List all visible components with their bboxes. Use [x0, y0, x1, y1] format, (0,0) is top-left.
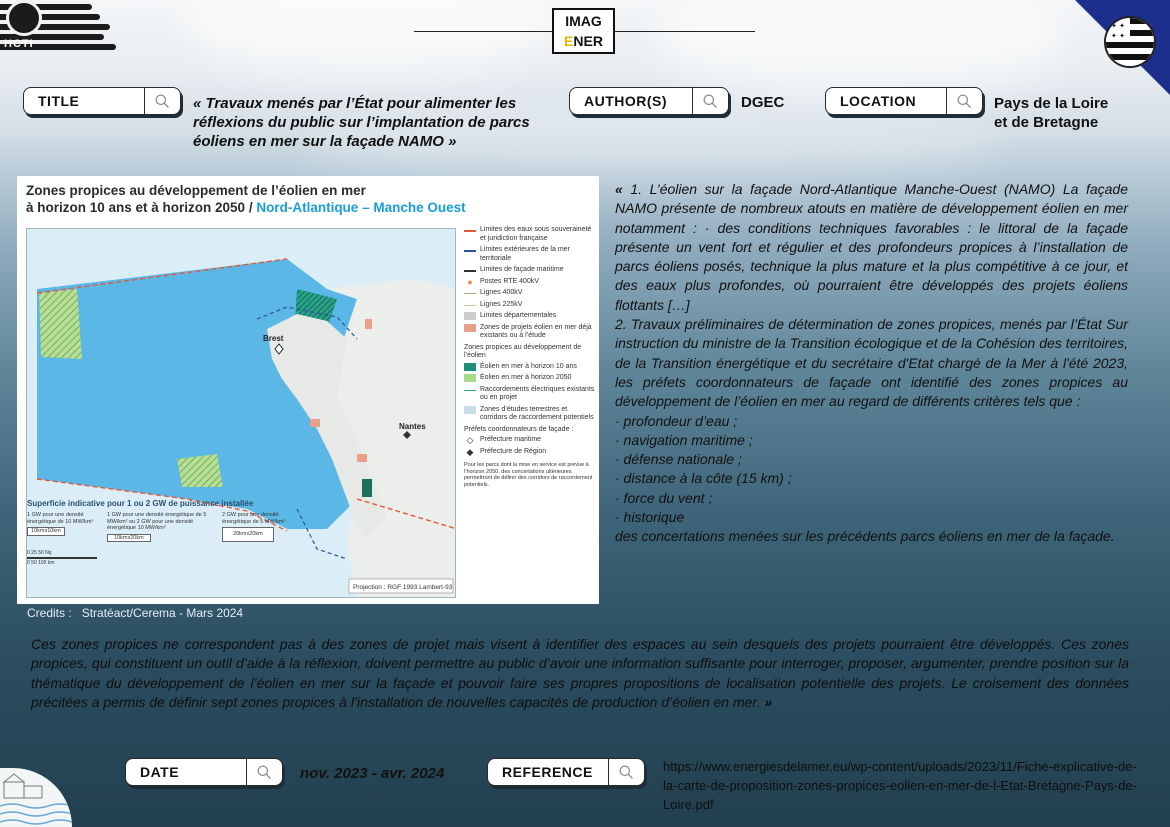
legend-item [464, 278, 596, 287]
legend-item [464, 374, 596, 383]
scale-col3 [222, 512, 292, 542]
scale-col1-box: 10kmx10km [27, 527, 65, 536]
legend-swatch [464, 312, 476, 320]
legend-item [464, 246, 596, 263]
scale-col3-text: 2 GW pour une densité énergétique de 5 MW/km² [222, 512, 286, 525]
legend-label: Zones d’études terrestres et corridors de raccordement potentiels [480, 405, 594, 421]
criterion-item: · navigation maritime ; [615, 431, 753, 448]
paragraph-4-text: Ces zones propices ne correspondent pas à des zones de projet mais visent à identifier des espaces au sein desquels des projets pourraient être développés. Ces zones propices, qui constituent un outil d’aide à la réflexion, doivent permettre au public d’avoir une information suffisante pour interroger, proposer, argumenter, prendre position sur la thématique du développement de l’éolien en mer sur la façade et pouvoir faire ses propres propositions de localisation potentielle des projets. Le croisement des données précitées a permis de définir sept zones propices à l’installation de nouvelles capacités de production d’éolien en mer. [31, 636, 1129, 710]
scale-col1 [27, 512, 97, 542]
legend-swatch [464, 406, 476, 414]
legend-label: Zones de projets éolien en mer déjà existants ou à l’étude [480, 323, 592, 339]
legend-label: Limites départementales [480, 312, 557, 319]
quote-paragraph-1 [615, 180, 1128, 315]
scale-box [27, 499, 337, 566]
criterion-item: · défense nationale ; [615, 451, 742, 468]
breton-flag-icon [1104, 16, 1156, 68]
map-projection-label: Projection : RGF 1993 Lambert-93 [353, 584, 453, 591]
date-field[interactable] [125, 758, 283, 786]
criterion-item: · force du vent ; [615, 489, 713, 506]
sky-cloud [180, 0, 560, 80]
legend-swatch: ◇ [466, 435, 474, 445]
map-heading-line1: Zones propices au développement de l’éolien en mer [26, 183, 366, 198]
scale-bar-km: 0 50 100 km [27, 560, 55, 566]
map-label-brest: Brest [263, 334, 284, 343]
map-label-nantes: Nantes [399, 422, 426, 431]
sky-cloud [650, 0, 1070, 100]
map-canvas[interactable] [26, 228, 456, 598]
location-line1: Pays de la Loire [994, 95, 1109, 112]
header-rule-right [615, 31, 755, 32]
search-icon[interactable] [144, 88, 180, 114]
credits-value: Stratéact/Cerema - Mars 2024 [81, 606, 244, 620]
criterion-item: · profondeur d’eau ; [615, 412, 738, 429]
search-icon[interactable] [608, 759, 644, 785]
scale-col2 [107, 512, 212, 542]
credits [27, 606, 243, 620]
title-field[interactable] [23, 87, 181, 115]
scale-bar-nq: 0 25 50 Nq [27, 550, 52, 556]
legend-item [464, 324, 596, 341]
legend-label: Raccordements électriques existants ou en projet [480, 385, 595, 401]
legend-swatch [464, 374, 476, 382]
scale-bar [27, 550, 97, 566]
scale-title: Superficie indicative pour 1 ou 2 GW de puissance installée [27, 499, 254, 508]
legend-swatch [464, 324, 476, 332]
legend-note: Pour les parcs dont la mise en service est prévue à l’horizon 2050, des concertations ultérieures permettront de définir des corridors de raccordement potentiels. [464, 462, 593, 488]
legend-swatch [464, 363, 476, 371]
legend-label: Préfecture de Région [480, 447, 547, 455]
imagener-logo [552, 8, 615, 54]
legend-item [464, 436, 596, 445]
search-icon[interactable] [246, 759, 282, 785]
legend-heading: Zones propices au développement de l’éolien [464, 343, 582, 359]
hcti-logo [0, 0, 118, 58]
close-quote: » [760, 693, 773, 710]
criterion-item: · distance à la côte (15 km) ; [615, 470, 792, 487]
legend-label: Lignes 400kV [480, 289, 523, 296]
location-value [994, 94, 1108, 132]
imagener-line1: IMAG [565, 13, 602, 29]
legend-swatch [464, 305, 476, 307]
legend-item [464, 448, 596, 457]
reference-label: REFERENCE [502, 764, 593, 780]
scale-col2-text: 1 GW pour une densité énergétique de 5 MW/km² ou 2 GW pour une densité énergétique 10 MW/km² [107, 512, 207, 531]
scale-col1-text: 1 GW pour une densité énergétique de 10 MW/km² [27, 512, 94, 525]
legend-label: Limites de façade maritime [480, 266, 564, 273]
author-value: DGEC [741, 94, 785, 111]
legend-item [464, 363, 596, 372]
legend-swatch [464, 390, 476, 392]
map-legend [464, 226, 596, 488]
legend-item [464, 406, 596, 423]
legend-swatch: ● [467, 276, 473, 287]
map-heading-accent: Nord-Atlantique – Manche Ouest [256, 200, 466, 215]
quote-body [615, 180, 1128, 547]
map-figure [17, 176, 599, 604]
paragraph-1-text: 1. L’éolien sur la façade Nord-Atlantique Manche-Ouest (NAMO) La façade NAMO présente de nombreux atouts en matière de développement éolien en mer notamment : · des conditions techniques favorables : le littoral de la façade présente un vent fort et régulier et des profondeurs propices à l’installation de parcs éoliens posés, technique la plus mature et la plus compétitive à ce jour, et des eaux plus profondes, où pourraient être développés des projets éoliens flottants […] [615, 181, 1128, 313]
quote-paragraph-3: des concertations menées sur les précédents parcs éoliens en mer de la façade. [615, 528, 1115, 545]
legend-heading: Préfets coordonnateurs de façade : [464, 425, 574, 433]
legend-item [464, 301, 596, 310]
title-label: TITLE [38, 93, 80, 109]
legend-item [464, 386, 596, 403]
legend-label: Éolien en mer à horizon 2050 [480, 374, 572, 381]
title-value: « Travaux menés par l’État pour alimenter les réflexions du public sur l’implantation de parcs éoliens en mer sur la façade NAMO » [193, 95, 530, 150]
svg-text:✦ ✦: ✦ ✦ [1111, 32, 1125, 40]
criterion-item: · historique [615, 509, 685, 526]
imagener-accent-letter: E [564, 33, 574, 49]
legend-item [464, 226, 596, 243]
quote-paragraph-2: 2. Travaux préliminaires de détermination de zones propices, menés par l’État Sur instruction du ministre de la Transition écologique et de la Cohésion des territoires, de la Transition énergétique et du secrétaire d'Etat chargé de la Mer à l'été 2023, les préfets coordonnateurs de façade ont identifié des zones propices au développement de l’éolien en mer au regard de différents critères tels que : [615, 316, 1128, 410]
quote-paragraph-4 [31, 635, 1129, 712]
legend-swatch [464, 270, 476, 272]
legend-item [464, 312, 596, 321]
legend-swatch: ◆ [466, 446, 474, 457]
legend-label: Postes RTE 400kV [480, 277, 540, 285]
location-line2: et de Bretagne [994, 114, 1099, 131]
map-heading-line2 [26, 199, 466, 216]
scale-col3-box: 20kmx20km [222, 527, 274, 542]
date-label: DATE [140, 764, 180, 780]
legend-label: Préfecture maritime [480, 436, 542, 443]
author-field[interactable] [569, 87, 729, 115]
legend-swatch [464, 250, 476, 252]
location-field[interactable] [825, 87, 983, 115]
reference-field[interactable] [487, 758, 645, 786]
map-heading-prefix: à horizon 10 ans et à horizon 2050 / [26, 200, 257, 215]
header-rule-left [414, 31, 552, 32]
search-icon[interactable] [946, 88, 982, 114]
legend-label: Limites des eaux sous souveraineté et juridiction française [480, 226, 592, 242]
legend-swatch [464, 293, 476, 295]
imagener-line2 [554, 31, 613, 51]
location-label: LOCATION [840, 93, 917, 109]
date-value: nov. 2023 - avr. 2024 [300, 765, 445, 782]
search-icon[interactable] [692, 88, 728, 114]
imagener-line2-rest: NER [573, 33, 603, 49]
village-illustration-icon [0, 768, 72, 827]
author-label: AUTHOR(S) [584, 93, 668, 109]
hcti-logo-text: HCTI [4, 38, 34, 50]
open-quote: « [615, 181, 631, 197]
svg-text:✦ ✦: ✦ ✦ [1111, 22, 1125, 30]
legend-item [464, 289, 596, 298]
hcti-emblem-icon [6, 0, 42, 36]
legend-label: Éolien en mer à horizon 10 ans [480, 362, 577, 370]
legend-item [464, 266, 596, 275]
scale-col2-box: 10kmx20km [107, 534, 151, 543]
map-heading [26, 182, 466, 216]
legend-swatch [464, 230, 476, 232]
credits-label: Credits : [27, 606, 72, 620]
reference-link[interactable]: https://www.energiesdelamer.eu/wp-content/uploads/2023/11/Fiche-explicative-de-la-carte-de-proposition-zones-propices-eolien-en-mer-de-l-Etat-Bretagne-Pays-de-Loire.pdf [663, 759, 1137, 812]
legend-label: Limites extérieures de la mer territoriale [480, 246, 570, 262]
legend-label: Lignes 225kV [480, 300, 523, 308]
